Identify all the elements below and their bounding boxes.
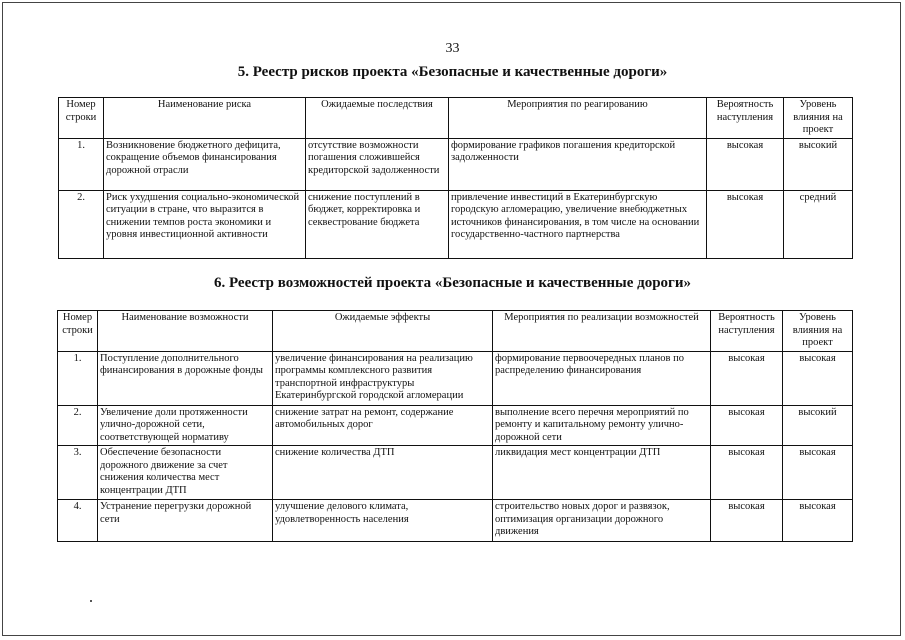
implementation-measures: выполнение всего перечня мероприятий по ремонту и капитальному ремонту улично-дорожной сети: [493, 405, 711, 446]
header-cell: Вероятность наступления: [711, 311, 783, 352]
opportunity-name: Устранение перегрузки дорожной сети: [98, 500, 273, 542]
opportunity-name: Поступление дополнительного финансирования в дорожные фонды: [98, 351, 273, 405]
table-row: [58, 446, 853, 500]
expected-consequences: снижение поступлений в бюджет, корректировка и секвестрование бюджета: [306, 190, 449, 258]
header-cell: Номер строки: [58, 311, 98, 352]
header-cell: Уровень влияния на проект: [784, 98, 853, 139]
response-measures: привлечение инвестиций в Екатеринбургскую городскую агломерацию, увеличение внебюджетных источников финансирования, в том числе на основании государственно-частного партнерства: [449, 190, 707, 258]
implementation-measures: строительство новых дорог и развязок, оптимизация организации дорожного движения: [493, 500, 711, 542]
opportunity-name: Увеличение доли протяженности улично-дорожной сети, соответствующей нормативу: [98, 405, 273, 446]
probability: высокая: [711, 500, 783, 542]
row-number: 2.: [59, 190, 104, 258]
scan-speck: [90, 600, 92, 602]
table-row: [58, 351, 853, 405]
table-row: [58, 405, 853, 446]
impact-level: высокая: [783, 500, 853, 542]
row-number: 2.: [58, 405, 98, 446]
opportunity-registry-title: 6. Реестр возможностей проекта «Безопасные и качественные дороги»: [213, 275, 692, 291]
row-number: 3.: [58, 446, 98, 500]
impact-level: высокая: [783, 351, 853, 405]
expected-consequences: отсутствие возможности погашения сложившейся кредиторской задолженности: [306, 138, 449, 190]
opportunity-name: Обеспечение безопасности дорожного движение за счет снижения количества мест концентрации ДТП: [98, 446, 273, 500]
impact-level: высокий: [784, 138, 853, 190]
implementation-measures: ликвидация мест концентрации ДТП: [493, 446, 711, 500]
risk-registry-title: 5. Реестр рисков проекта «Безопасные и качественные дороги»: [237, 64, 668, 80]
risk-name: Возникновение бюджетного дефицита, сокращение объемов финансирования дорожной отрасли: [104, 138, 306, 190]
row-number: 4.: [58, 500, 98, 542]
probability: высокая: [707, 138, 784, 190]
table-header-row: [59, 98, 853, 139]
risk-registry-table: [58, 97, 853, 259]
expected-effects: улучшение делового климата, удовлетворенность населения: [273, 500, 493, 542]
implementation-measures: формирование первоочередных планов по распределению финансирования: [493, 351, 711, 405]
header-cell: Номер строки: [59, 98, 104, 139]
table-header-row: [58, 311, 853, 352]
probability: высокая: [707, 190, 784, 258]
impact-level: высокий: [783, 405, 853, 446]
probability: высокая: [711, 351, 783, 405]
header-cell: Вероятность наступления: [707, 98, 784, 139]
expected-effects: снижение количества ДТП: [273, 446, 493, 500]
header-cell: Наименование риска: [104, 98, 306, 139]
opportunity-registry-table: [57, 310, 853, 542]
table-row: [59, 190, 853, 258]
expected-effects: снижение затрат на ремонт, содержание автомобильных дорог: [273, 405, 493, 446]
page-number: 33: [445, 41, 460, 56]
header-cell: Ожидаемые эффекты: [273, 311, 493, 352]
expected-effects: увеличение финансирования на реализацию программы комплексного развития транспортной инфраструктуры Екатеринбургской городской агломерации: [273, 351, 493, 405]
risk-name: Риск ухудшения социально-экономической ситуации в стране, что выразится в снижении темпов роста экономики и уровня инвестиционной активности: [104, 190, 306, 258]
header-cell: Мероприятия по реагированию: [449, 98, 707, 139]
row-number: 1.: [58, 351, 98, 405]
table-row: [59, 138, 853, 190]
header-cell: Наименование возможности: [98, 311, 273, 352]
row-number: 1.: [59, 138, 104, 190]
header-cell: Уровень влияния на проект: [783, 311, 853, 352]
impact-level: высокая: [783, 446, 853, 500]
impact-level: средний: [784, 190, 853, 258]
header-cell: Ожидаемые последствия: [306, 98, 449, 139]
response-measures: формирование графиков погашения кредиторской задолженности: [449, 138, 707, 190]
probability: высокая: [711, 405, 783, 446]
header-cell: Мероприятия по реализации возможностей: [493, 311, 711, 352]
table-row: [58, 500, 853, 542]
probability: высокая: [711, 446, 783, 500]
